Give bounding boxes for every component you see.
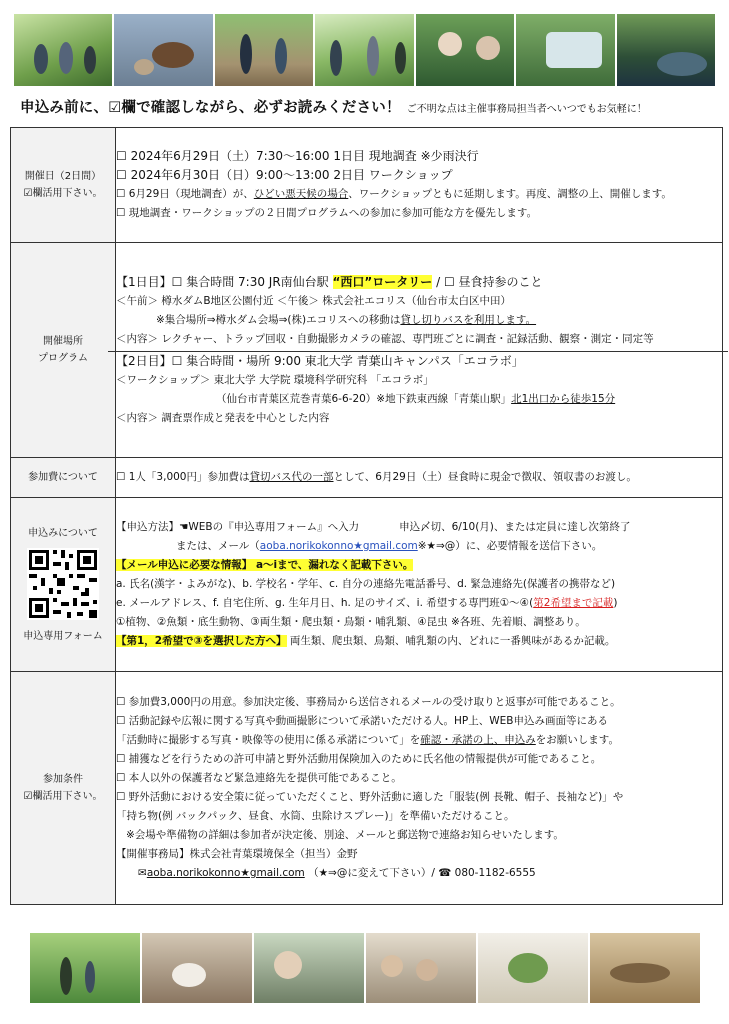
photo-pond: [617, 14, 715, 86]
fee-text-b: として、6月29日（土）昼食時に現金で徴収、領収書のお渡し。: [333, 471, 637, 483]
photo-lecture-hall: [590, 933, 700, 1003]
date-priority-note[interactable]: ☐ 現地調査・ワークショップの２日間プログラムへの参加に参加可能な方を優先します。: [116, 207, 538, 219]
label-conditions: [11, 672, 116, 905]
top-photo-strip: [14, 14, 715, 86]
row-apply: [11, 498, 723, 672]
label-dates: [11, 128, 116, 243]
office-contact: [116, 864, 722, 883]
apply-items-2a: e. メールアドレス、f. 自宅住所、g. 生年月日、h. 足のサイズ、i. 希望する専門班①～④(: [116, 597, 534, 609]
photo-trail-group: [315, 14, 413, 86]
info-table: [10, 127, 723, 905]
apply-mail-link[interactable]: aoba.norikokonno★gmail.com: [259, 540, 418, 552]
condition-3a: 「活動時に撮影する写真・映像等の使用に係る承諾について」を: [116, 734, 421, 746]
condition-1[interactable]: ☐ 参加費3,000円の用意。参加決定後、事務局から送信されるメールの受け取りと返事が可能であること。: [116, 696, 621, 708]
row-venue: [11, 243, 723, 458]
apply-choice-highlight: 【第1，2希望で③を選択した方へ】: [116, 635, 287, 647]
apply-mail-row: [116, 537, 722, 556]
date-weather-a: ☐ 6月29日（現地調査）が、: [116, 188, 254, 200]
condition-5[interactable]: ☐ 本人以外の保護者など緊急連絡先を提供可能であること。: [116, 772, 402, 784]
content-venue: [116, 243, 723, 458]
office-mail-note: （★⇒@に変えて下さい）/: [308, 867, 435, 879]
date-weather-u: ひどい悪天候の場合: [253, 188, 349, 200]
condition-3u: 確認・承諾の上、申込み: [420, 734, 536, 746]
label-apply-line1: 申込みについて: [28, 527, 98, 539]
date-weather-note[interactable]: [116, 185, 722, 204]
condition-6[interactable]: ☐ 野外活動における安全策に従っていただくこと、野外活動に適した「服装(例 長靴、帽子、長袖など)」や: [116, 791, 624, 803]
day1-content: ＜内容＞ レクチャー、トラップ回収・自動撮影カメラの確認、専門班ごとに調査・記録活動、観察・測定・同定等: [116, 332, 654, 345]
fee-text-a: ☐ 1人「3,000円」参加費は: [116, 471, 250, 483]
day2-address-a: （仙台市青葉区荒巻青葉6-6-20）※地下鉄東西線「青葉山駅」: [216, 392, 512, 405]
label-dates-line2: ☑欄活用下さい。: [23, 188, 103, 199]
label-venue-line2: プログラム: [38, 353, 88, 364]
apply-mail-a: または、メール（: [176, 540, 260, 552]
day1-head-a: 【1日目】☐ 集合時間 7:30 JR南仙台駅: [116, 274, 329, 289]
notice-main: 申込み前に、☑欄で確認しながら、必ずお読みください！: [20, 100, 401, 116]
date-day1[interactable]: ☐ 2024年6月29日（土）7:30～16:00 1日目 現地調査 ※少雨決行: [116, 149, 479, 163]
apply-required-row: [116, 556, 722, 575]
condition-7: 「持ち物(例 バックパック、昼食、水筒、虫除けスプレー)」を準備いただけること。: [116, 810, 515, 822]
label-apply: [11, 498, 116, 672]
photo-plant-specimen: [478, 933, 588, 1003]
day1-bus-a: ※集合場所⇒樽水ダム会場⇒(株)エコリスへの移動は: [156, 313, 401, 326]
date-day2[interactable]: ☐ 2024年6月30日（日）9:00～13:00 2日目 ワークショップ: [116, 168, 453, 182]
label-conditions-line2: ☑欄活用下さい。: [23, 791, 103, 802]
label-fee: 参加費について: [11, 458, 116, 498]
notice-sub: ご不明な点は主催事務局担当者へいつでもお気軽に！: [406, 104, 647, 115]
day2-heading[interactable]: 【2日目】☐ 集合時間・場所 9:00 東北大学 青葉山キャンパス「エコラボ」: [116, 353, 524, 368]
condition-4[interactable]: ☐ 捕獲などを行うための許可申請と野外活動用保険加入のために氏名他の情報提供が可能であること。: [116, 753, 602, 765]
content-dates: [116, 128, 723, 243]
apply-deadline: 申込〆切、6/10(月)、または定員に達し次第終了: [399, 521, 631, 533]
photo-field-survey: [215, 14, 313, 86]
condition-2[interactable]: ☐ 活動記録や広報に関する写真や動画撮影について承諾いただける人。HP上、WEB申込み画面等にある: [116, 715, 608, 727]
apply-items-2: [116, 594, 722, 613]
day2-workshop: ＜ワークショップ＞ 東北大学 大学院 環境科学研究科 「エコラボ」: [116, 373, 434, 386]
apply-method-row: [116, 518, 722, 537]
qr-code-graphic: [27, 548, 99, 620]
apply-choice-row: [116, 632, 722, 651]
label-conditions-line1: 参加条件: [43, 774, 83, 785]
day2-address-u: 北1出口から徒歩15分: [511, 392, 616, 405]
content-fee: [116, 458, 723, 498]
label-venue-line1: 開催場所: [43, 336, 83, 347]
label-apply-line2: 申込専用フォーム: [23, 630, 103, 642]
condition-8: ※会場や準備物の詳細は参加者が決定後、別途、メールと郵送物で連絡お知らせいたします。: [126, 829, 564, 841]
qr-code[interactable]: [27, 548, 99, 620]
row-conditions: [11, 672, 723, 905]
photo-classroom-group: [366, 933, 476, 1003]
label-dates-line1: 開催日（2日間）: [24, 171, 102, 182]
day2-content: ＜内容＞ 調査票作成と発表を中心とした内容: [116, 411, 330, 424]
date-weather-b: 、ワークショップともに延期します。再度、調整の上、開催します。: [348, 188, 672, 200]
office-name: 【開催事務局】株式会社青葉環境保全（担当）金野: [116, 848, 358, 860]
day1-head-b: / ☐ 昼食持参のこと: [436, 274, 543, 289]
fee-text[interactable]: [116, 468, 722, 487]
label-venue: [11, 243, 116, 458]
day1-heading[interactable]: [116, 273, 722, 292]
photo-specimen-case: [516, 14, 614, 86]
day1-schedule: ＜午前＞ 樽水ダムB地区公園付近 ＜午後＞ 株式会社エコリス（仙台市太白区中田）: [116, 294, 512, 307]
photo-forest-group: [14, 14, 112, 86]
office-mail-link[interactable]: aoba.norikokonno★gmail.com: [146, 867, 305, 879]
mail-icon: ✉: [138, 867, 147, 879]
content-conditions: [116, 672, 723, 905]
condition-3b: をお願いします。: [535, 734, 619, 746]
bottom-photo-strip: [30, 933, 700, 1003]
day2-address: [116, 390, 722, 409]
photo-bird-study: [142, 933, 252, 1003]
day1-bus-note: [116, 311, 722, 330]
content-apply: [116, 498, 723, 672]
apply-method: 【申込方法】☚WEBの『申込専用フォーム』へ入力: [116, 521, 360, 533]
day1-head-highlight: “西口”ロータリー: [332, 274, 433, 289]
apply-required: 【メール申込に必要な情報】 a～iまで、漏れなく記載下さい。: [116, 559, 414, 571]
fee-text-u: 貸切バス代の一部: [249, 471, 334, 483]
photo-students-masks: [416, 14, 514, 86]
apply-teams: ①植物、②魚類・底生動物、③両生類・爬虫類・鳥類・哺乳類、④昆虫 ※各班、先着順、調整あり。: [116, 616, 586, 628]
row-dates: [11, 128, 723, 243]
apply-items-2-end: ): [613, 597, 618, 609]
day1-bus-u: 貸し切りバスを利用します。: [400, 313, 537, 326]
apply-choice: 両生類、爬虫類、鳥類、哺乳類の内、どれに一番興味があるか記載。: [289, 635, 616, 647]
office-phone[interactable]: 080-1182-6555: [454, 867, 536, 879]
condition-3: [116, 731, 722, 750]
apply-mail-b: ※★⇒@）に、必要情報を送信下さい。: [417, 540, 603, 552]
notice-bar: [20, 96, 720, 116]
row-fee: [11, 458, 723, 498]
photo-frog-closeup: [114, 14, 212, 86]
apply-items-2-red: 第2希望まで記載: [533, 597, 614, 609]
photo-handling-animal: [254, 933, 364, 1003]
apply-items-1: a. 氏名(漢字・よみがな)、b. 学校名・学年、c. 自分の連絡先電話番号、d. 緊急連絡先(保護者の携帯など): [116, 578, 616, 590]
photo-forest-walk: [30, 933, 140, 1003]
phone-icon: ☎: [438, 867, 452, 879]
